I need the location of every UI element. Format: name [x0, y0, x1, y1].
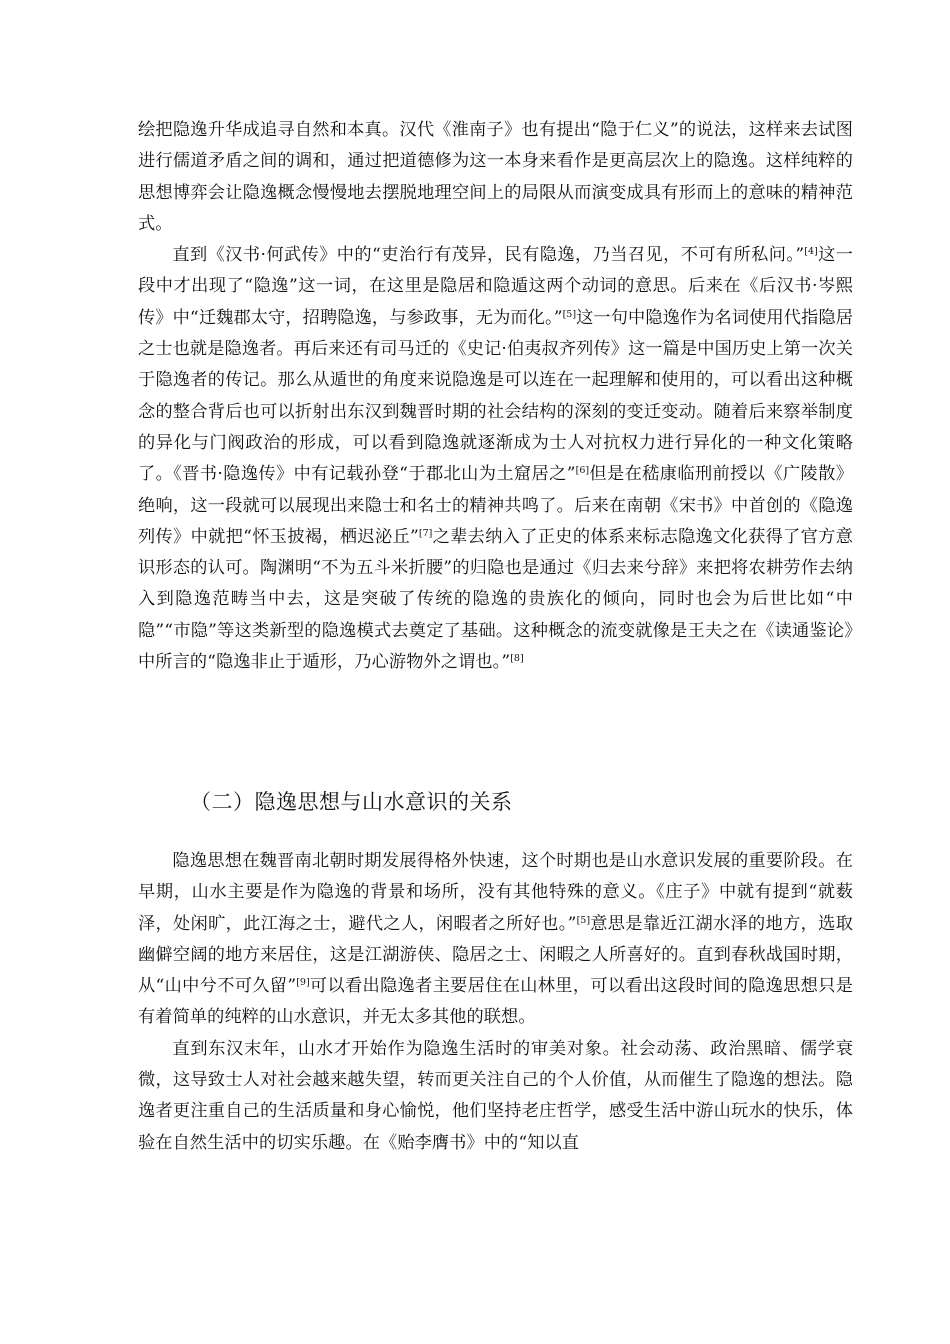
text-run: 这一段中才出现了“隐逸”这一词，在这里是隐居和隐遁这两个动词的意思。后来在《后汉书·岑熙传》中“迁魏郡太守，招聘隐逸，与参政事，无为而化。” [138, 245, 853, 328]
section-heading: （二）隐逸思想与山水意识的关系 [190, 790, 513, 814]
citation-ref-6: [6] [575, 465, 590, 477]
text-run: 意思是靠近江湖水泽的地方，选取幽僻空阔的地方来居住，这是江湖游侠、隐居之士、闲暇之人所喜好的。直到春秋战国时期，从“山中兮不可久留” [138, 913, 853, 997]
body-text-top [138, 115, 853, 678]
text-run: 可以看出隐逸者主要居住在山林里，可以看出这段时间的隐逸思想只是有着简单的纯粹的山水意识，并无太多其他的联想。 [138, 976, 853, 1028]
paragraph-early-period [138, 846, 853, 1034]
text-run: 这一句中隐逸作为名词使用代指隐居之士也就是隐逸者。再后来还有司马迁的《史记·伯夷叔齐列传》这一篇是中国历史上第一次关于隐逸者的传记。那么从遁世的角度来说隐逸是可以连在一起理解和使用的，可以看出这种概念的整合背后也可以折射出东汉到魏晋时期的社会结构的深刻的变迁变动。随着后来察举制度的异化与门阀政治的形成，可以看到隐逸就逐渐成为士人对抗权力进行异化的一种文化策略了。《晋书·隐逸传》中有记载孙登“于郡北山为土窟居之” [138, 307, 853, 485]
paragraph-hanshu [138, 240, 853, 678]
citation-ref-4: [4] [804, 246, 818, 258]
citation-ref-5b: [5] [576, 914, 591, 926]
text-run: 但是在嵇康临刑前授以《广陵散》绝响，这一段就可以展现出来隐士和名士的精神共鸣了。后来在南朝《宋书》中首创的《隐逸列传》中就把“怀玉披褐，栖迟泌丘” [138, 464, 853, 547]
paragraph-continued: 绘把隐逸升华成追寻自然和本真。汉代《淮南子》也有提出“隐于仁义”的说法，这样来去试图进行儒道矛盾之间的调和，通过把道德修为这一本身来看作是更高层次上的隐逸。这样纯粹的思想博弈会让隐逸概念慢慢地去摆脱地理空间上的局限从而演变成具有形而上的意味的精神范式。 [138, 120, 853, 234]
citation-ref-5: [5] [562, 308, 577, 320]
body-text-bottom [138, 846, 853, 1159]
citation-ref-9: [9] [296, 977, 310, 989]
citation-ref-7: [7] [418, 527, 433, 539]
text-run: 直到《汉书·何武传》中的“吏治行有茂异，民有隐逸，乃当召见，不可有所私问。” [172, 245, 805, 266]
paragraph-late-han: 直到东汉末年，山水才开始作为隐逸生活时的审美对象。社会动荡、政治黑暗、儒学衰微，这导致士人对社会越来越失望，转而更关注自己的个人价值，从而催生了隐逸的想法。隐逸者更注重自己的生活质量和身心愉悦，他们坚持老庄哲学，感受生活中游山玩水的快乐，体验在自然生活中的切实乐趣。在《贻李膺书》中的“知以直 [138, 1038, 853, 1153]
text-run: 隐逸思想在魏晋南北朝时期发展得格外快速，这个时期也是山水意识发展的重要阶段。在早期，山水主要是作为隐逸的背景和场所，没有其他特殊的意义。《庄子》中就有提到“就薮泽，处闲旷，此江海之士，避代之人，闲暇者之所好也。” [138, 851, 853, 934]
text-run: 之辈去纳入了正史的体系来标志隐逸文化获得了官方意识形态的认可。陶渊明“不为五斗米折腰”的归隐也是通过《归去来兮辞》来把将农耕劳作去纳入到隐逸范畴当中去，这是突破了传统的隐逸的贵族化的倾向，同时也会为后世比如“中隐”“市隐”等这类新型的隐逸模式去奠定了基础。这种概念的流变就像是王夫之在《读通鉴论》中所言的“隐逸非止于遁形，乃心游物外之谓也。” [138, 526, 853, 673]
citation-ref-8: [8] [510, 653, 524, 665]
